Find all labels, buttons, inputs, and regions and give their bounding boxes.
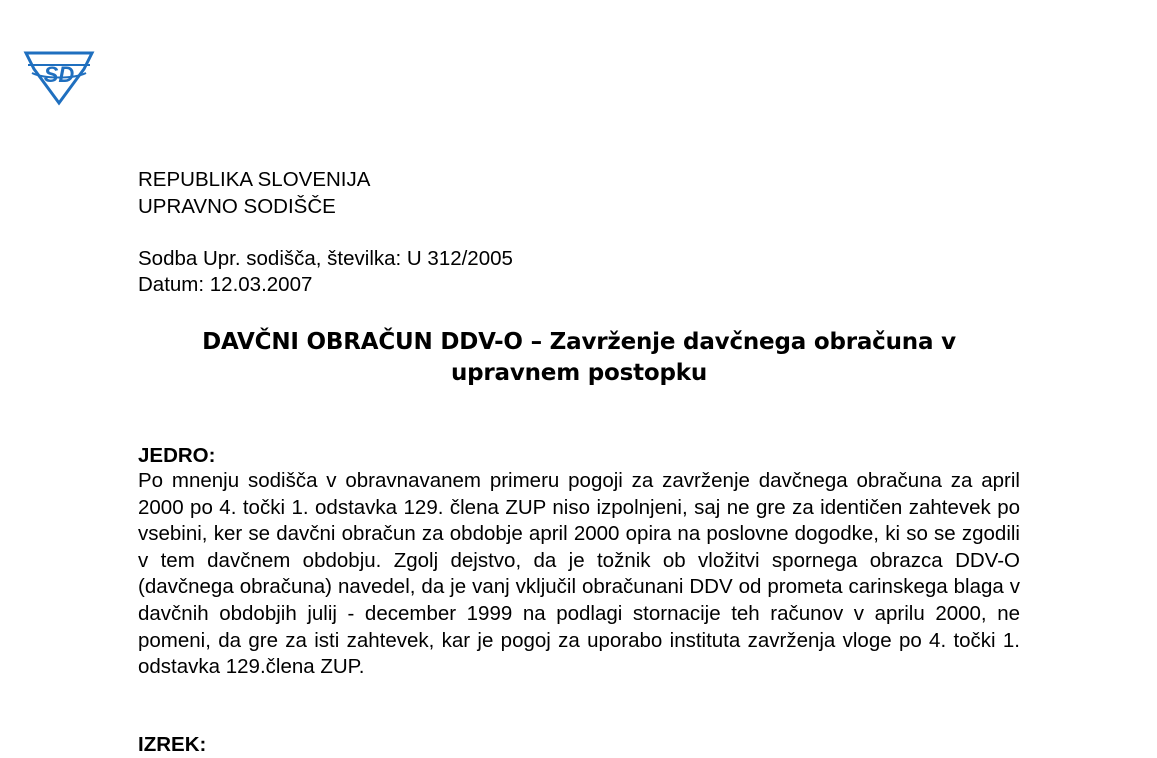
next-section-heading: IZREK: bbox=[138, 733, 207, 756]
document-title-line1: DAVČNI OBRAČUN DDV-O – Zavrženje davčnega obračuna v bbox=[202, 329, 956, 355]
document-title bbox=[138, 327, 1020, 389]
court-name: UPRAVNO SODIŠČE bbox=[138, 195, 336, 218]
section-heading: JEDRO: bbox=[138, 444, 216, 467]
republic-name: REPUBLIKA SLOVENIJA bbox=[138, 168, 371, 191]
document-title-line2: upravnem postopku bbox=[450, 360, 708, 386]
case-date: Datum: 12.03.2007 bbox=[138, 273, 313, 296]
court-logo-icon bbox=[22, 49, 96, 105]
section-paragraph: Po mnenju sodišča v obravnavanem primeru pogoji za zavrženje davčnega obračuna za april 2000 po 4. točki 1. odstavka 129. člena ZUP niso izpolnjeni, saj ne gre za identičen zahtevek po vsebini, ker se davčni obračun za obdobje april 2000 opira na poslovne dogodke, ki so se zgodili v tem davčnem obdobju. Zgolj dejstvo, da je tožnik ob vložitvi spornega obrazca DDV-O (davčnega obračuna) navedel, da je vanj vključil obračunani DDV od prometa carinskega blaga v davčnih obdobjih julij - december 1999 na podlagi stornacije teh računov v aprilu 2000, ne pomeni, da gre za isti zahtevek, kar je pogoj za uporabo instituta zavrženja vloge po 4. točki 1. odstavka 129.člena ZUP. bbox=[138, 469, 1020, 679]
svg-text:SD: SD bbox=[43, 62, 75, 87]
case-number: Sodba Upr. sodišča, številka: U 312/2005 bbox=[138, 247, 513, 270]
court-header bbox=[138, 166, 370, 220]
case-meta bbox=[138, 246, 513, 298]
